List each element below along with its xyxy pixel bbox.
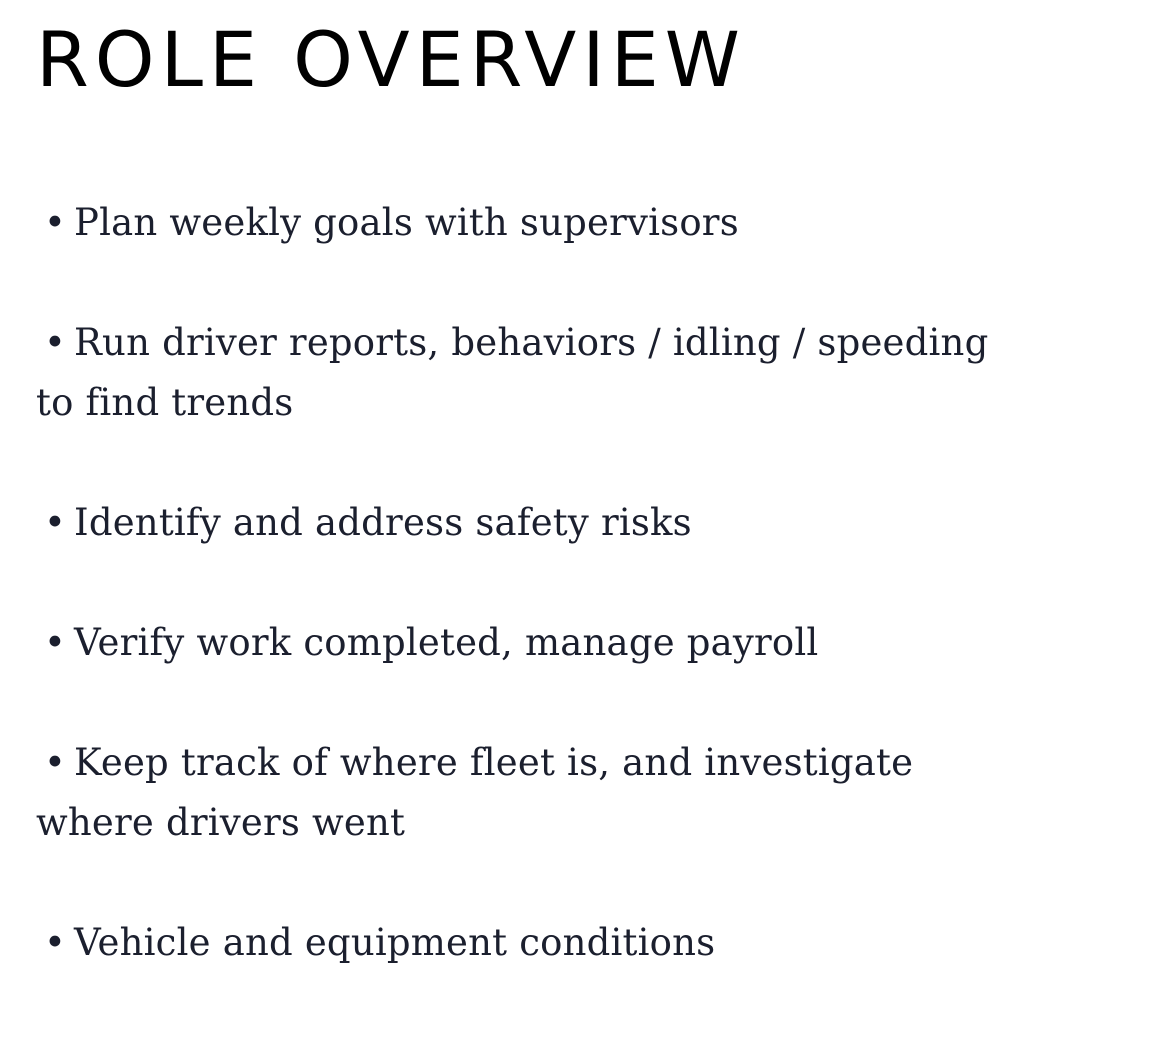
list-item-text: Plan weekly goals with supervisors xyxy=(74,201,739,244)
list-item-text: Verify work completed, manage payroll xyxy=(74,621,819,664)
list-item xyxy=(36,493,996,553)
list-item-text: Run driver reports, behaviors / idling / speeding to find trends xyxy=(36,321,989,424)
list-item-text: Vehicle and equipment conditions xyxy=(74,921,716,964)
list-item xyxy=(36,913,996,973)
bullet-icon: • xyxy=(43,621,67,664)
bullet-icon: • xyxy=(43,921,67,964)
bullet-icon: • xyxy=(43,501,67,544)
bullet-icon: • xyxy=(43,201,67,244)
page-title: ROLE OVERVIEW xyxy=(36,15,746,104)
list-item xyxy=(36,613,996,673)
list-item xyxy=(36,313,996,433)
list-item-text: Keep track of where fleet is, and investigate where drivers went xyxy=(36,741,914,844)
list-item-text: Identify and address safety risks xyxy=(74,501,692,544)
role-responsibilities-list xyxy=(36,193,996,1033)
bullet-icon: • xyxy=(43,321,67,364)
list-item xyxy=(36,733,996,853)
list-item xyxy=(36,193,996,253)
bullet-icon: • xyxy=(43,741,67,784)
